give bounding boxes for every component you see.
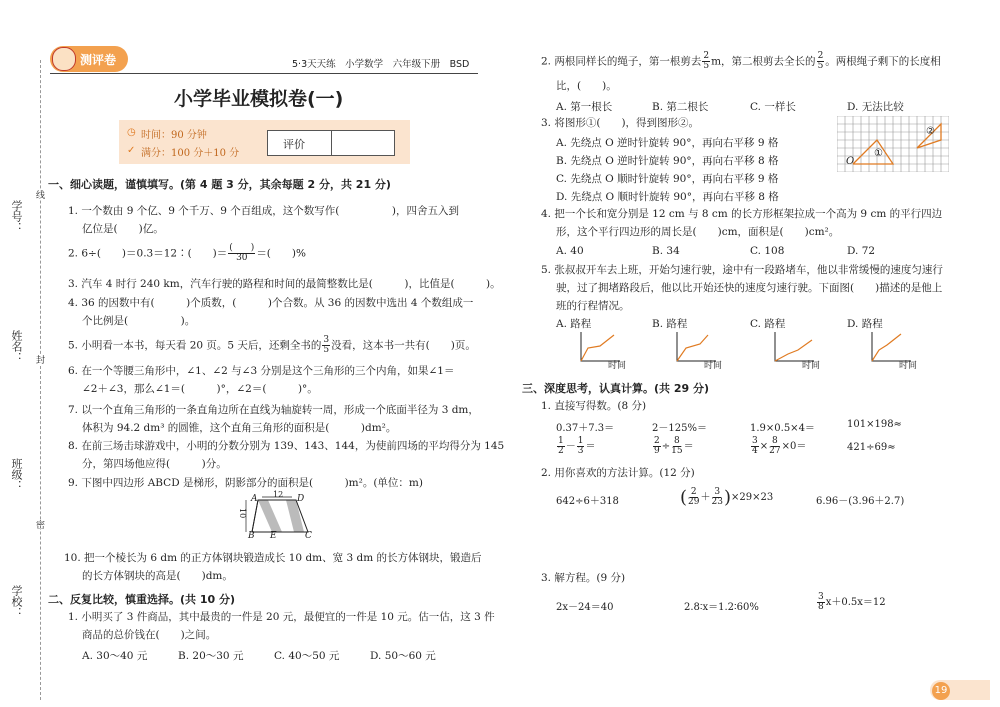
s2-q2-line2: 比，( )。 — [556, 80, 617, 92]
seal-mark-line: 线 — [34, 190, 44, 199]
option: A. 先绕点 O 逆时针旋转 90°，再向右平移 9 格 — [556, 137, 779, 149]
section-2-title: 二、反复比较，慎重选择。(共 10 分) — [48, 593, 236, 606]
graph-c-label: C. 路程 — [750, 318, 786, 330]
shaded-region — [286, 500, 304, 532]
q1-line1: 1. 一个数由 9 个亿、9 个千万、9 个百组成，这个数写作( )，四舍五入到 — [68, 205, 459, 217]
binding-line — [40, 60, 41, 700]
full-score: 满分：100 分＋10 分 — [141, 148, 240, 159]
badge-text: 测评卷 — [80, 53, 117, 67]
graph-a-label: A. 路程 — [556, 318, 592, 330]
calc-2: 2－125%＝ — [652, 423, 707, 434]
shaded-region — [258, 500, 282, 532]
point-O: O — [846, 156, 855, 167]
fraction: $\frac{( )}{30}$ — [229, 243, 255, 263]
s3-q3: 3. 解方程。(9 分) — [541, 572, 626, 584]
check-icon: ✓ — [127, 145, 136, 156]
q4-line2: 个比例是( )。 — [82, 315, 196, 327]
calc-6: $\frac{2}{9}$ ÷ $\frac{8}{15}$ ＝ — [654, 436, 694, 456]
s2-q2-line1: 2. 两根同样长的绳子，第一根剪去 $\frac{2}{5}$ m，第二根剪去全长的 $\frac{2}{5}$ 。两根绳子剩下的长度相 — [541, 51, 941, 71]
seal-mark-seal: 封 — [34, 355, 44, 364]
page-title: 小学毕业模拟卷(一) — [174, 88, 344, 110]
calc-4: 101×198≈ — [847, 419, 902, 430]
shape-2-label: ② — [926, 126, 935, 137]
shape-1-label: ① — [874, 148, 883, 159]
label-top: 12 — [273, 490, 284, 499]
option: B. 先绕点 O 逆时针旋转 90°，再向右平移 8 格 — [556, 155, 779, 167]
s2-q1-line2: 商品的总价钱在( )之间。 — [82, 629, 217, 641]
header-rule — [50, 73, 478, 74]
q10-line1: 10. 把一个棱长为 6 dm 的正方体钢块锻造成长 10 dm、宽 3 dm 的长方体钢块，锻造后 — [64, 552, 482, 564]
label-side: 10 — [238, 508, 247, 519]
s2-q4-line2: 形，这个平行四边形的周长是( )cm，面积是( )cm²。 — [556, 226, 840, 238]
q8-line2: 分，第四场他应得( )分。 — [82, 458, 227, 470]
fraction: $\frac{2}{5}$ — [703, 51, 710, 71]
section-1-title: 一、细心读题，谨慎填写。(第 4 题 3 分，其余每题 2 分，共 21 分) — [48, 178, 391, 191]
series-label: 5·3天天练 小学数学 六年级下册 BSD — [292, 59, 470, 70]
sidebar-number: 学号： — [10, 200, 23, 233]
label-C: C — [305, 531, 312, 541]
graph-d-label: D. 路程 — [847, 318, 883, 330]
fraction: $\frac{3}{5}$ — [323, 335, 330, 355]
option: B. 20～30 元 — [178, 650, 244, 662]
calc-5: $\frac{1}{2}$ － $\frac{1}{3}$ ＝ — [558, 436, 596, 456]
q9: 9. 下图中四边形 ABCD 是梯形，阴影部分的面积是( )m²。(单位：m) — [68, 477, 423, 489]
sidebar-name: 姓名： — [10, 330, 23, 363]
q2: 2. 6÷( )＝0.3＝12∶( )＝ $\frac{( )}{30}$ ＝( )% — [68, 243, 306, 263]
label-A: A — [251, 494, 258, 504]
graph-c-x: 时间 — [802, 361, 821, 371]
s2-q5-line3: 班的行程情况。 — [556, 300, 630, 312]
option: D. 无法比较 — [847, 101, 904, 113]
calc-mixed-3: 6.96－(3.96＋2.7) — [816, 496, 905, 507]
calc-1: 0.37＋7.3＝ — [556, 423, 615, 434]
option: C. 40～50 元 — [274, 650, 340, 662]
equation-3: $\frac{3}{8}$ x＋0.5x＝12 — [818, 592, 886, 612]
q6-line1: 6. 在一个等腰三角形中，∠1、∠2 与∠3 分别是这个三角形的三个内角，如果∠1＝ — [68, 365, 455, 377]
info-box — [119, 120, 410, 164]
q5: 5. 小明看一本书，每天看 20 页。5 天后，还剩全书的 $\frac{3}{5}$ 没看，这本书一共有( )页。 — [68, 335, 476, 355]
graph-b-label: B. 路程 — [652, 318, 688, 330]
fraction: $\frac{2}{5}$ — [817, 51, 824, 71]
option: D. 先绕点 O 顺时针旋转 90°，再向右平移 8 格 — [556, 191, 779, 203]
q4-line1: 4. 36 的因数中有( )个质数，( )个合数。从 36 的因数中选出 4 个数组成一 — [68, 297, 474, 309]
option: D. 50～60 元 — [370, 650, 436, 662]
option: D. 72 — [847, 245, 876, 257]
s2-q5-line2: 驶，过了拥堵路段后，他以比开始还快的速度匀速行驶。下面图( )描述的是他上 — [556, 282, 943, 294]
q1-line2: 亿位是( )亿。 — [82, 223, 164, 235]
eval-label: 评价 — [283, 138, 305, 151]
option: C. 108 — [750, 245, 785, 257]
s2-q1-line1: 1. 小明买了 3 件商品，其中最贵的一件是 20 元，最便宜的一件是 10 元。估一估，这 3 件 — [68, 611, 495, 623]
q3: 3. 汽车 4 时行 240 km，汽车行驶的路程和时间的最简整数比是( )，比值是( )。 — [68, 278, 501, 290]
option: B. 34 — [652, 245, 680, 257]
q7-line2: 体积为 94.2 dm³ 的圆锥，这个直角三角形的面积是( )dm²。 — [82, 422, 397, 434]
s2-q4-line1: 4. 把一个长和宽分别是 12 cm 与 8 cm 的长方形框架拉成一个高为 9 cm 的平行四边 — [541, 208, 943, 220]
eval-box — [267, 130, 395, 156]
badge — [50, 46, 128, 72]
calc-mixed-2: ( $\frac{2}{29}$ ＋ $\frac{3}{23}$ )×29×23 — [680, 487, 774, 508]
calc-3: 1.9×0.5×4＝ — [750, 423, 815, 434]
q8-line1: 8. 在前三场击球游戏中，小明的分数分别为 139、143、144，为使前四场的平均得分为 145 — [68, 440, 505, 452]
s2-q5-line1: 5. 张叔叔开车去上班，开始匀速行驶，途中有一段路堵车，他以非常缓慢的速度匀速行 — [541, 264, 943, 276]
option: B. 第二根长 — [652, 101, 709, 113]
q10-line2: 的长方体钢块的高是( )dm。 — [82, 570, 233, 582]
label-B: B — [248, 531, 255, 541]
time-limit: 时间：90 分钟 — [141, 130, 207, 141]
clock-icon: ◷ — [127, 127, 136, 138]
q6-line2: ∠2＋∠3，那么∠1＝( )°，∠2＝( )°。 — [82, 383, 318, 395]
label-D: D — [297, 494, 305, 504]
q7-line1: 7. 以一个直角三角形的一条直角边所在直线为轴旋转一周，形成一个底面半径为 3 dm， — [68, 404, 479, 416]
calc-7: $\frac{3}{4}$ × $\frac{8}{27}$ ×0＝ — [752, 436, 807, 456]
seal-mark-secret: 密 — [34, 520, 44, 529]
graph-a-x: 时间 — [608, 361, 627, 371]
s3-q2: 2. 用你喜欢的方法计算。(12 分) — [541, 467, 695, 479]
equation-2: 2.8∶x＝1.2∶60% — [684, 602, 759, 613]
option: A. 第一根长 — [556, 101, 613, 113]
sidebar-school: 学校： — [10, 585, 23, 618]
option: C. 一样长 — [750, 101, 796, 113]
graph-d-x: 时间 — [899, 361, 918, 371]
calc-mixed-1: 642÷6＋318 — [556, 496, 619, 507]
mascot-icon — [52, 47, 76, 71]
option: A. 30～40 元 — [82, 650, 148, 662]
option: A. 40 — [556, 245, 584, 257]
section-3-title: 三、深度思考，认真计算。(共 29 分) — [522, 382, 710, 395]
equation-1: 2x－24＝40 — [556, 602, 614, 613]
graph-b-x: 时间 — [704, 361, 723, 371]
s2-q3: 3. 将图形①( )，得到图形②。 — [541, 117, 700, 129]
shape-1 — [853, 140, 893, 164]
calc-8: 421÷69≈ — [847, 442, 896, 453]
s3-q1: 1. 直接写得数。(8 分) — [541, 400, 647, 412]
page-number: 19 — [932, 682, 950, 700]
label-E: E — [270, 531, 277, 541]
option: C. 先绕点 O 顺时针旋转 90°，再向右平移 9 格 — [556, 173, 779, 185]
sidebar-class: 班级： — [10, 458, 23, 491]
